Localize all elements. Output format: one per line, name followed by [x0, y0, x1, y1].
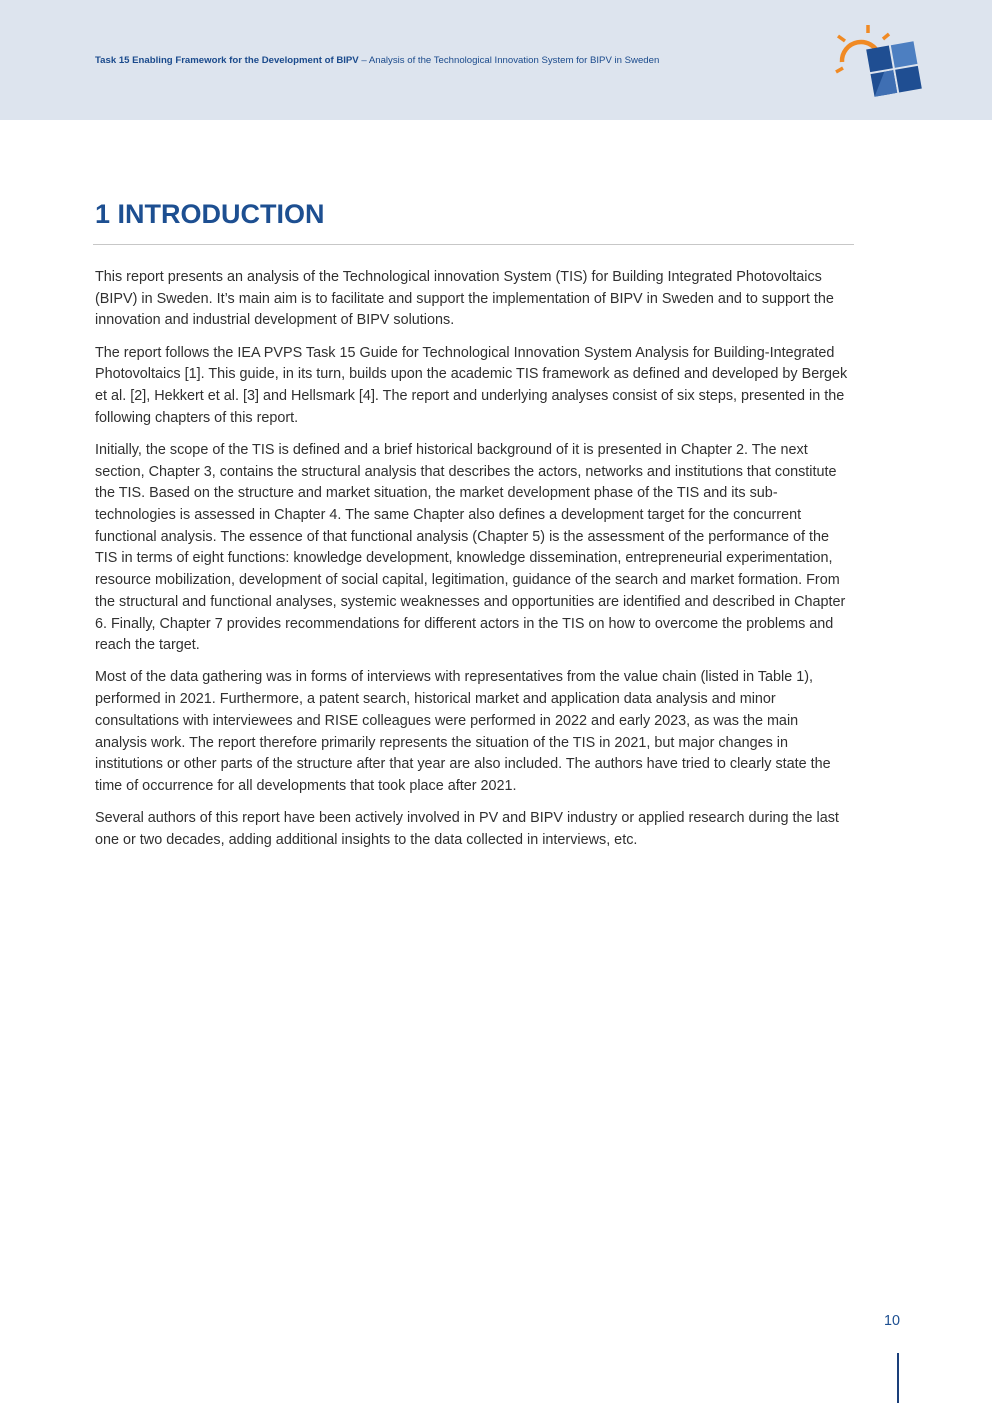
title-divider	[93, 244, 854, 245]
chapter-title: 1 INTRODUCTION	[95, 199, 325, 229]
running-header	[95, 55, 659, 66]
page-number: 10	[883, 1313, 900, 1329]
paragraph: Most of the data gathering was in forms of interviews with representatives from the value chain (listed in Table 1), performed in 2021. Furthermore, a patent search, historical market and application data analysis and minor consultations with interviewees and RISE colleagues were performed in 2022 and early 2023, as was the main analysis work. The report therefore primarily represents the situation of the TIS in 2021, but major changes in institutions or other parts of the structure after that year are also included. The authors have tried to clearly state the time of occurrence for all developments that took place after 2021.	[95, 669, 831, 794]
paragraph: Several authors of this report have been actively involved in PV and BIPV industry or applied research during the last one or two decades, adding additional insights to the data collected in interviews, etc.	[95, 810, 839, 848]
running-header-task: Task 15 Enabling Framework for the Development of BIPV	[95, 55, 359, 66]
paragraph: Initially, the scope of the TIS is defined and a brief historical background of it is presented in Chapter 2. The next section, Chapter 3, contains the structural analysis that describes the actors, networks and institutions that constitute the TIS. Based on the structure and market situation, the market development phase of the TIS and its sub-technologies is assessed in Chapter 4. The same Chapter also defines a development target for the concurrent functional analysis. The essence of that functional analysis (Chapter 5) is the assessment of the performance of the TIS in terms of eight functions: knowledge development, knowledge dissemination, entrepreneurial experimentation, resource mobilization, development of social capital, legitimation, guidance of the search and market formation. From the structural and functional analyses, systemic weaknesses and opportunities are identified and described in Chapter 6. Finally, Chapter 7 provides recommendations for different actors in the TIS on how to overcome the problems and reach the target.	[95, 441, 846, 654]
sun-solar-panel-logo-icon	[834, 22, 922, 102]
footer-accent-bar	[897, 1353, 899, 1403]
body-text	[95, 267, 850, 862]
running-header-subtitle: – Analysis of the Technological Innovation System for BIPV in Sweden	[358, 55, 660, 66]
paragraph: This report presents an analysis of the Technological innovation System (TIS) for Building Integrated Photovoltaics (BIPV) in Sweden. It’s main aim is to facilitate and support the implementation of BIPV in Sweden and to support the innovation and industrial development of BIPV solutions.	[95, 269, 834, 329]
paragraph: The report follows the IEA PVPS Task 15 Guide for Technological Innovation System Analysis for Building-Integrated Photovoltaics [1]. This guide, in its turn, builds upon the academic TIS framework as defined and developed by Bergek et al. [2], Hekkert et al. [3] and Hellsmark [4]. The report and underlying analyses consist of six steps, presented in the following chapters of this report.	[95, 344, 848, 426]
header-band	[0, 0, 992, 120]
